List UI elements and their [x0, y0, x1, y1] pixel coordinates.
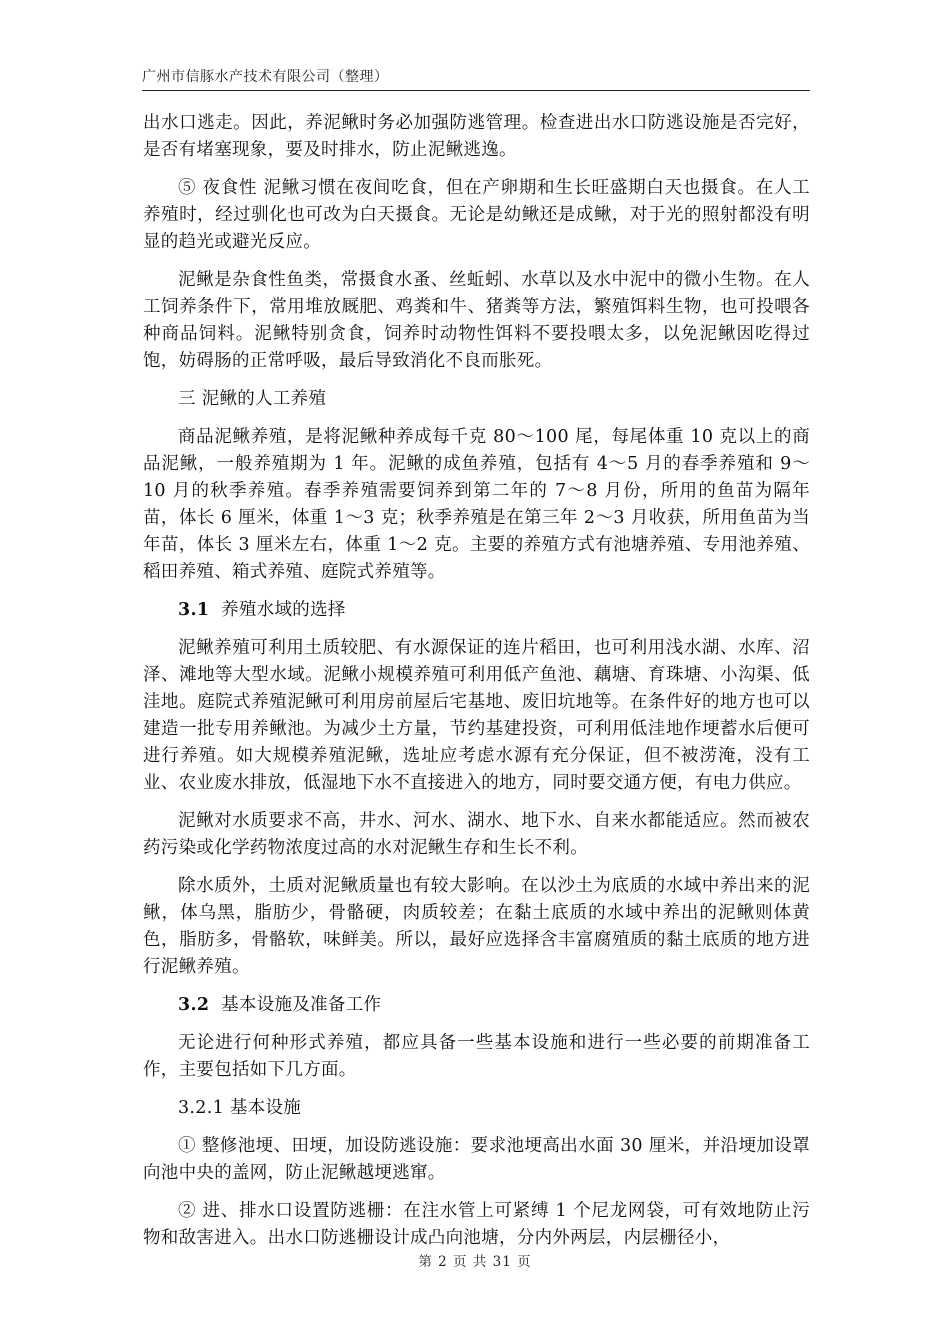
page-number: 第 2 页 共 31 页 — [418, 1254, 532, 1270]
paragraph: 无论进行何种形式养殖，都应具备一些基本设施和进行一些必要的前期准备工作，主要包括如下几方面。 — [143, 1033, 810, 1080]
subsection-heading — [143, 597, 810, 624]
section-title: 养殖水域的选择 — [221, 600, 346, 620]
page-footer — [0, 1250, 950, 1270]
paragraph: ② 进、排水口设置防逃栅：在注水管上可紧缚 1 个尼龙网袋，可有效地防止污物和敌害进入。出水口防逃栅设计成凸向池塘，分内外两层，内层栅径小， — [143, 1201, 810, 1248]
paragraph: 泥鳅对水质要求不高，井水、河水、湖水、地下水、自来水都能适应。然而被农药污染或化学药物浓度过高的水对泥鳅生存和生长不利。 — [143, 811, 810, 858]
paragraph: 除水质外，土质对泥鳅质量也有较大影响。在以沙土为底质的水域中养出来的泥鳅，体乌黑，脂肪少，骨骼硬，肉质较差；在黏土底质的水域中养出的泥鳅则体黄色，脂肪多，骨骼软，味鲜美。所以，最好应选择含丰富腐殖质的黏土底质的地方进行泥鳅养殖。 — [143, 876, 810, 977]
page-header — [142, 66, 810, 91]
paragraph: 出水口逃走。因此，养泥鳅时务必加强防逃管理。检查进出水口防逃设施是否完好，是否有堵塞现象，要及时排水，防止泥鳅逃逸。 — [143, 113, 810, 160]
paragraph: 泥鳅是杂食性鱼类，常摄食水蚤、丝蚯蚓、水草以及水中泥中的微小生物。在人工饲养条件下，常用堆放厩肥、鸡粪和牛、猪粪等方法，繁殖饵料生物，也可投喂各种商品饲料。泥鳅特别贪食，饲养时动物性饵料不要投喂太多，以免泥鳅因吃得过饱，妨碍肠的正常呼吸，最后导致消化不良而胀死。 — [143, 270, 810, 371]
subsubsection-heading: 3.2.1 基本设施 — [178, 1098, 302, 1118]
section-number: 3.2 — [178, 995, 210, 1015]
section-number: 3.1 — [178, 600, 210, 620]
paragraph: ⑤ 夜食性 泥鳅习惯在夜间吃食，但在产卵期和生长旺盛期白天也摄食。在人工养殖时，经过驯化也可改为白天摄食。无论是幼鳅还是成鳅，对于光的照射都没有明显的趋光或避光反应。 — [143, 178, 810, 252]
paragraph: 商品泥鳅养殖，是将泥鳅种养成每千克 80～100 尾，每尾体重 10 克以上的商品泥鳅，一般养殖期为 1 年。泥鳅的成鱼养殖，包括有 4～5 月的春季养殖和 9～10 月的秋季养殖。春季养殖需要饲养到第二年的 7～8 月份，所用的鱼苗为隔年苗，体长 6 厘米，体重 1～3 克；秋季养殖是在第三年 2～3 月收获，所用鱼苗为当年苗，体长 3 厘米左右，体重 1～2 克。主要的养殖方式有池塘养殖、专用池养殖、稻田养殖、箱式养殖、庭院式养殖等。 — [143, 427, 810, 582]
header-title: 广州市信豚水产技术有限公司（整理） — [142, 69, 389, 85]
document-body — [143, 110, 810, 1252]
paragraph: 泥鳅养殖可利用土质较肥、有水源保证的连片稻田，也可利用浅水湖、水库、沼泽、滩地等大型水域。泥鳅小规模养殖可利用低产鱼池、藕塘、育珠塘、小沟渠、低洼地。庭院式养殖泥鳅可利用房前屋后宅基地、废旧坑地等。在条件好的地方也可以建造一批专用养鳅池。为减少土方量，节约基建投资，可利用低洼地作埂蓄水后便可进行养殖。如大规模养殖泥鳅，选址应考虑水源有充分保证，但不被涝淹，没有工业、农业废水排放，低湿地下水不直接进入的地方，同时要交通方便，有电力供应。 — [143, 638, 810, 793]
paragraph: ① 整修池埂、田埂，加设防逃设施：要求池埂高出水面 30 厘米，并沿埂加设罩向池中央的盖网，防止泥鳅越埂逃窜。 — [143, 1136, 810, 1183]
subsection-heading — [143, 992, 810, 1019]
section-heading: 三 泥鳅的人工养殖 — [178, 389, 327, 409]
section-title: 基本设施及准备工作 — [221, 995, 382, 1015]
